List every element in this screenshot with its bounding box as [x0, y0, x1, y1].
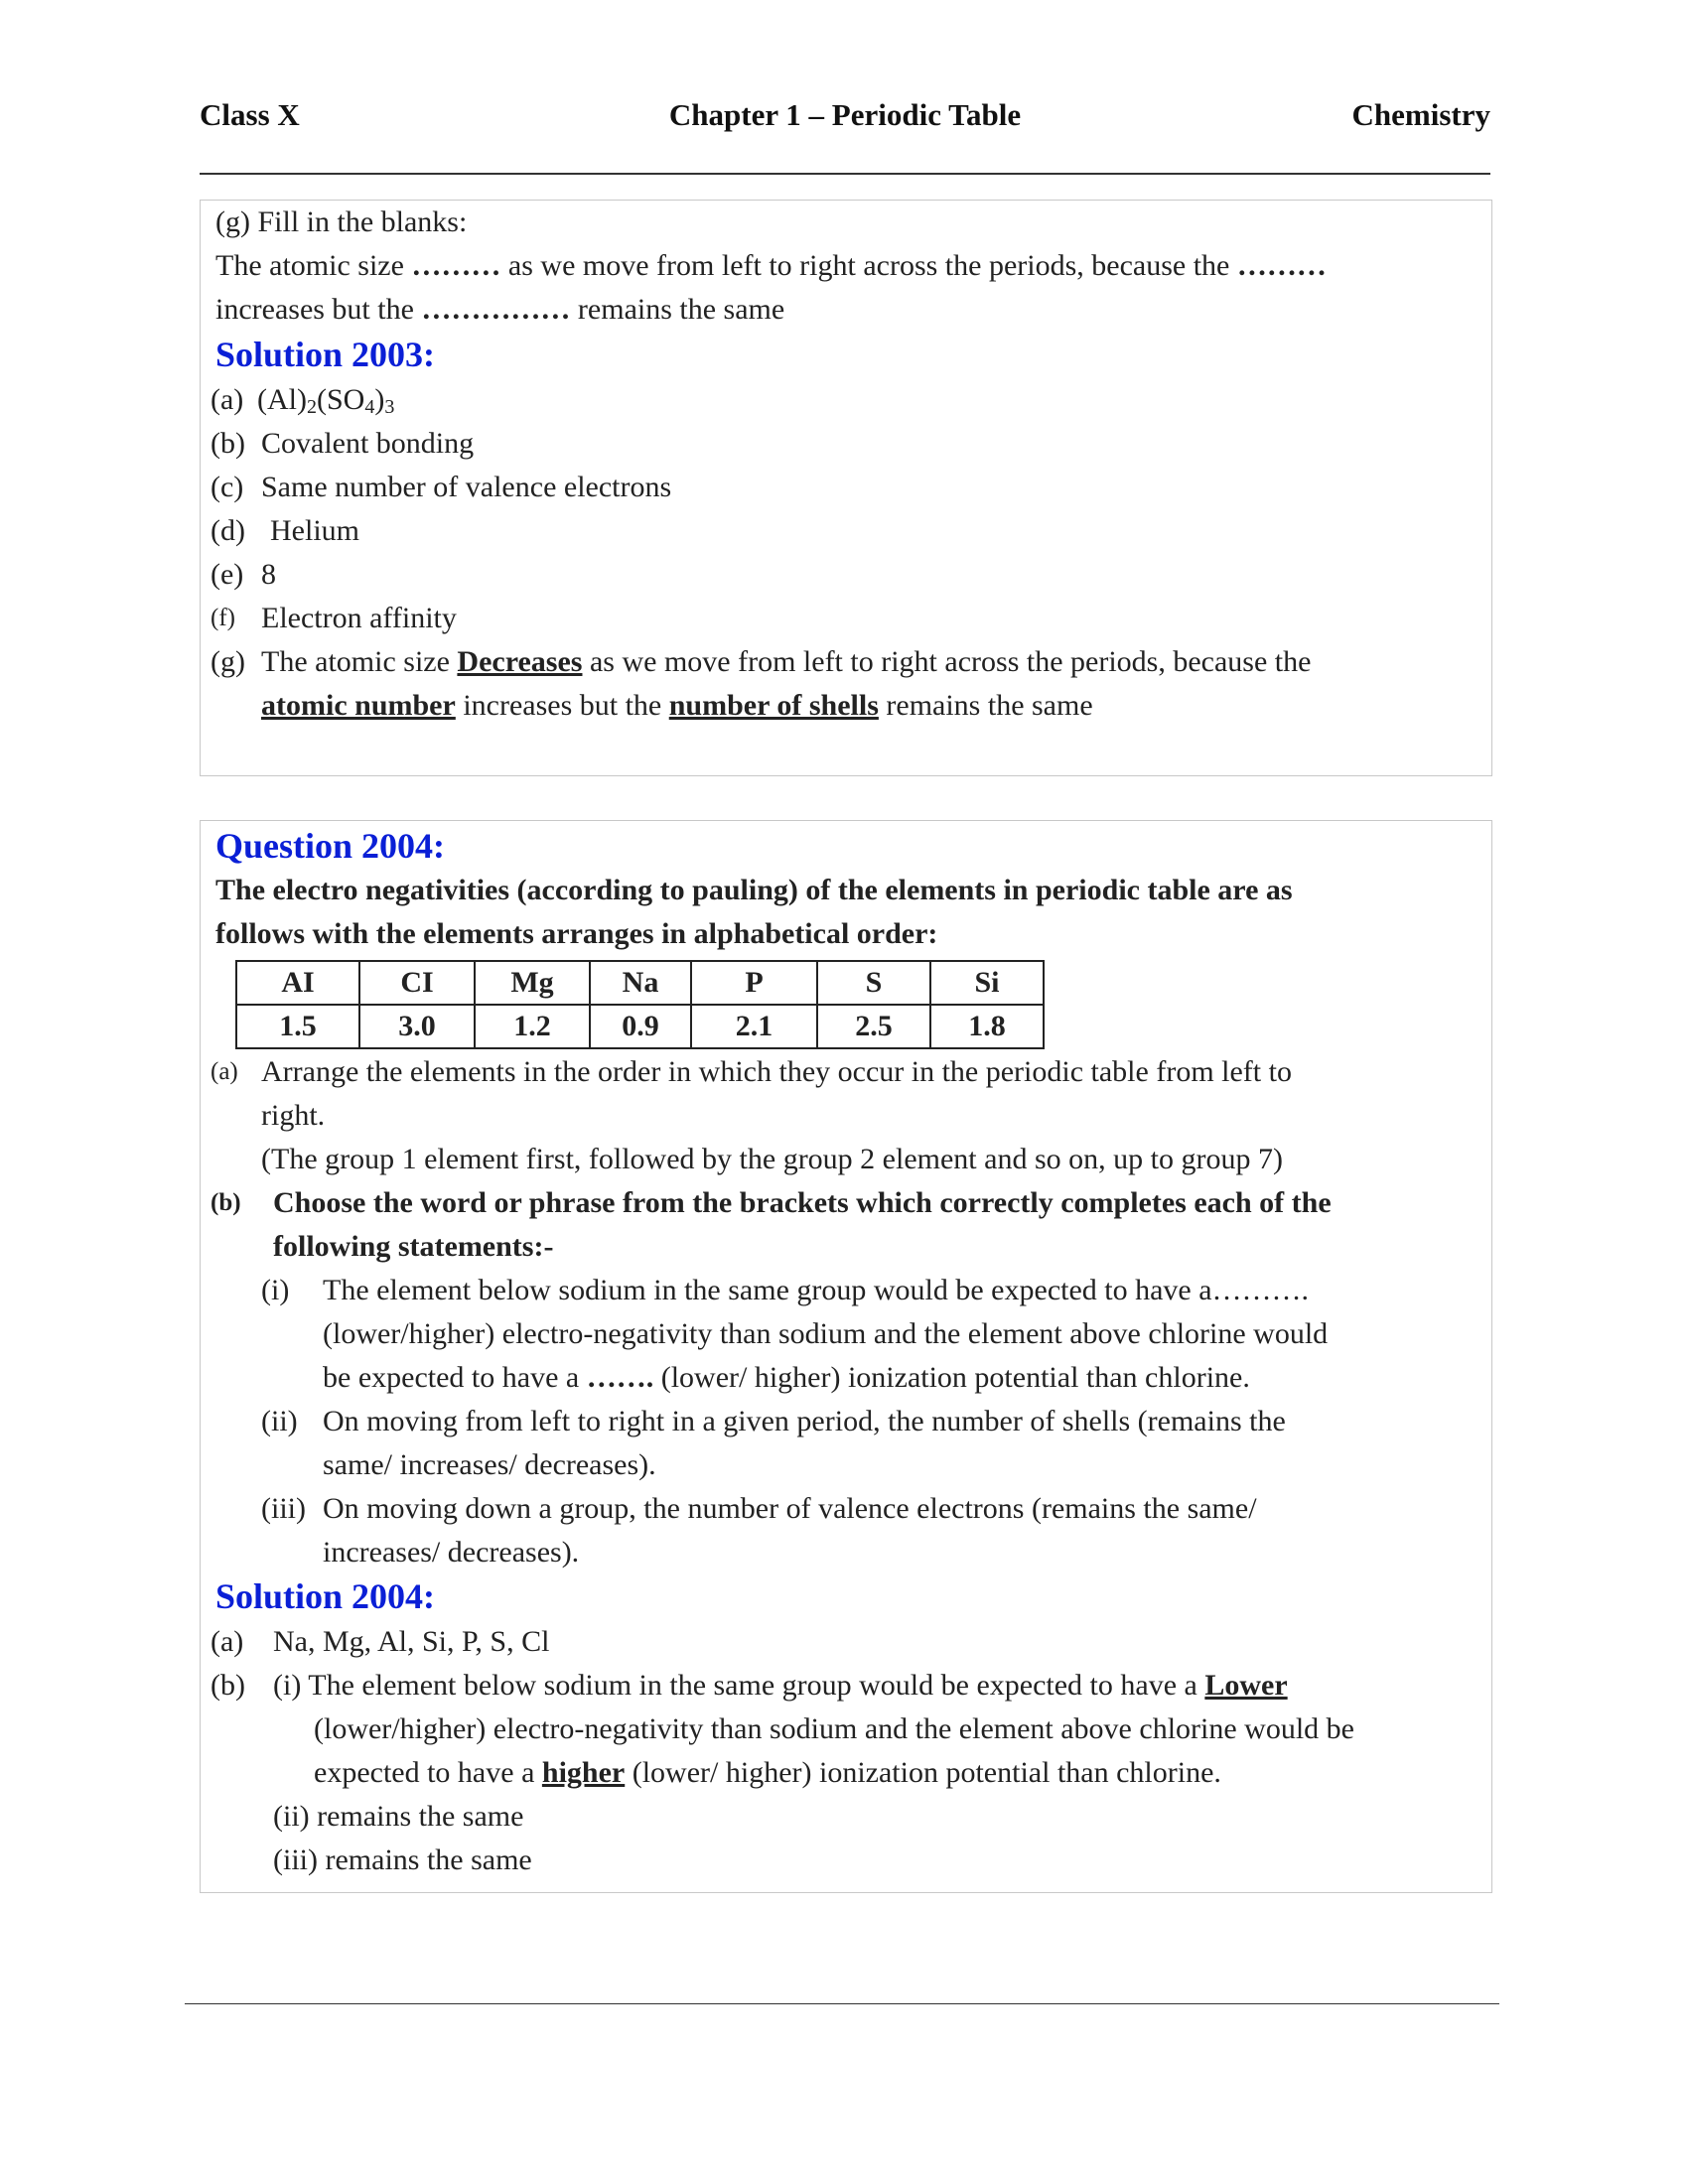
solution-2003-title: Solution 2003:: [215, 335, 436, 374]
answer-d-label: (d): [211, 514, 245, 547]
text: remains the same: [878, 689, 1093, 722]
intro-line-1: The electro negativities (according to pauling) of the elements in periodic table are as: [215, 874, 1293, 906]
solution-b-line-2: (lower/higher) electro-negativity than sodium and the element above chlorine would be: [314, 1712, 1354, 1745]
solution-a-label: (a): [211, 1625, 244, 1658]
question-2004-title: Question 2004:: [215, 826, 446, 866]
question-b-line-2: following statements:-: [273, 1230, 554, 1263]
text: (Al): [257, 383, 307, 416]
solution-2003-box: [200, 200, 1492, 776]
answer-underlined: higher: [541, 1756, 626, 1789]
solution-b-line-1: [273, 1666, 1288, 1706]
answer-c-text: Same number of valence electrons: [261, 471, 672, 503]
table-cell: 1.8: [930, 1005, 1044, 1048]
text: ): [374, 383, 385, 416]
text: expected to have a: [314, 1756, 542, 1789]
solution-a-text: Na, Mg, Al, Si, P, S, Cl: [273, 1625, 550, 1658]
table-cell: 3.0: [359, 1005, 475, 1048]
table-row-values: [236, 1005, 1044, 1048]
answer-underlined: number of shells: [668, 689, 879, 722]
solution-b-ii: (ii) remains the same: [273, 1800, 524, 1833]
question-g-line-2: [215, 290, 784, 330]
answer-underlined: atomic number: [261, 689, 456, 722]
table-cell: Mg: [475, 961, 590, 1005]
text: increases but the: [215, 293, 422, 326]
answer-g-line-2: [261, 686, 1093, 726]
subject-label: Chemistry: [1351, 97, 1490, 132]
subscript: 3: [384, 396, 395, 418]
chapter-title: Chapter 1 – Periodic Table: [668, 97, 1022, 132]
table-cell: 2.5: [817, 1005, 930, 1048]
table-cell: 2.1: [691, 1005, 817, 1048]
question-b-iii-label: (iii): [261, 1492, 306, 1525]
solution-b-label: (b): [211, 1669, 245, 1702]
table-cell: 0.9: [590, 1005, 691, 1048]
table-cell: Si: [930, 961, 1044, 1005]
question-b-i-line-3: [323, 1358, 1250, 1398]
question-a-line-1: Arrange the elements in the order in which they occur in the periodic table from left to: [261, 1055, 1292, 1088]
table-row-elements: [236, 961, 1044, 1005]
question-b-ii-label: (ii): [261, 1405, 298, 1437]
answer-a-formula: [257, 380, 394, 420]
answer-e-label: (e): [211, 558, 244, 591]
table-cell: 1.2: [475, 1005, 590, 1048]
solution-2004-title: Solution 2004:: [215, 1576, 436, 1616]
answer-f-text: Electron affinity: [261, 602, 457, 634]
question-a-label: (a): [211, 1058, 238, 1085]
blank: ……………: [421, 293, 571, 326]
question-a-line-2: right.: [261, 1099, 326, 1132]
answer-c-label: (c): [211, 471, 244, 503]
answer-a-label: (a): [211, 383, 244, 416]
question-b-i-line-1: The element below sodium in the same group would be expected to have a……….: [323, 1274, 1310, 1306]
question-b-ii-line-2: same/ increases/ decreases).: [323, 1448, 656, 1481]
question-2004-box: [200, 820, 1492, 1893]
table-cell: P: [691, 961, 817, 1005]
blank: …….: [586, 1361, 654, 1394]
answer-e-text: 8: [261, 558, 276, 591]
electronegativity-table: [235, 960, 1045, 1049]
text: The atomic size: [215, 249, 412, 282]
table-cell: CI: [359, 961, 475, 1005]
answer-b-label: (b): [211, 427, 245, 460]
question-b-line-1: Choose the word or phrase from the brackets which correctly completes each of the: [273, 1186, 1332, 1219]
answer-underlined: Lower: [1204, 1669, 1288, 1702]
table-cell: 1.5: [236, 1005, 359, 1048]
text: remains the same: [570, 293, 785, 326]
subscript: 4: [364, 396, 375, 418]
answer-b-text: Covalent bonding: [261, 427, 475, 460]
question-b-iii-line-1: On moving down a group, the number of valence electrons (remains the same/: [323, 1492, 1257, 1525]
blank: ………: [1236, 249, 1327, 282]
page-header: [200, 97, 1490, 141]
text: The atomic size: [261, 645, 458, 678]
text: (SO: [316, 383, 365, 416]
text: (lower/ higher) ionization potential than chlorine.: [625, 1756, 1221, 1789]
blank: ………: [411, 249, 501, 282]
text: be expected to have a: [323, 1361, 587, 1394]
table-cell: AI: [236, 961, 359, 1005]
footer-rule: [185, 2003, 1499, 2004]
text: (lower/ higher) ionization potential than chlorine.: [653, 1361, 1250, 1394]
table-cell: Na: [590, 961, 691, 1005]
text: (i) The element below sodium in the same group would be expected to have a: [273, 1669, 1205, 1702]
solution-b-line-3: [314, 1753, 1221, 1793]
answer-g-line-1: [261, 642, 1311, 682]
text: as we move from left to right across the periods, because the: [500, 249, 1237, 282]
text: as we move from left to right across the periods, because the: [582, 645, 1312, 678]
solution-b-iii: (iii) remains the same: [273, 1843, 532, 1876]
table-cell: S: [817, 961, 930, 1005]
text: increases but the: [455, 689, 669, 722]
intro-line-2: follows with the elements arranges in alphabetical order:: [215, 917, 938, 950]
question-b-i-label: (i): [261, 1274, 290, 1306]
answer-underlined: Decreases: [457, 645, 583, 678]
question-b-ii-line-1: On moving from left to right in a given period, the number of shells (remains the: [323, 1405, 1286, 1437]
question-b-i-line-2: (lower/higher) electro-negativity than sodium and the element above chlorine would: [323, 1317, 1329, 1350]
answer-f-label: (f): [211, 605, 235, 631]
subscript: 2: [306, 396, 317, 418]
question-g-line-1: [215, 246, 1327, 286]
answer-d-text: Helium: [270, 514, 359, 547]
question-b-iii-line-2: increases/ decreases).: [323, 1536, 580, 1569]
answer-g-label: (g): [211, 645, 245, 678]
question-b-label: (b): [211, 1189, 241, 1216]
question-g-title: (g) Fill in the blanks:: [215, 205, 468, 238]
class-label: Class X: [200, 97, 300, 132]
question-a-line-3: (The group 1 element first, followed by the group 2 element and so on, up to group 7): [261, 1143, 1283, 1175]
header-rule: [200, 173, 1490, 175]
